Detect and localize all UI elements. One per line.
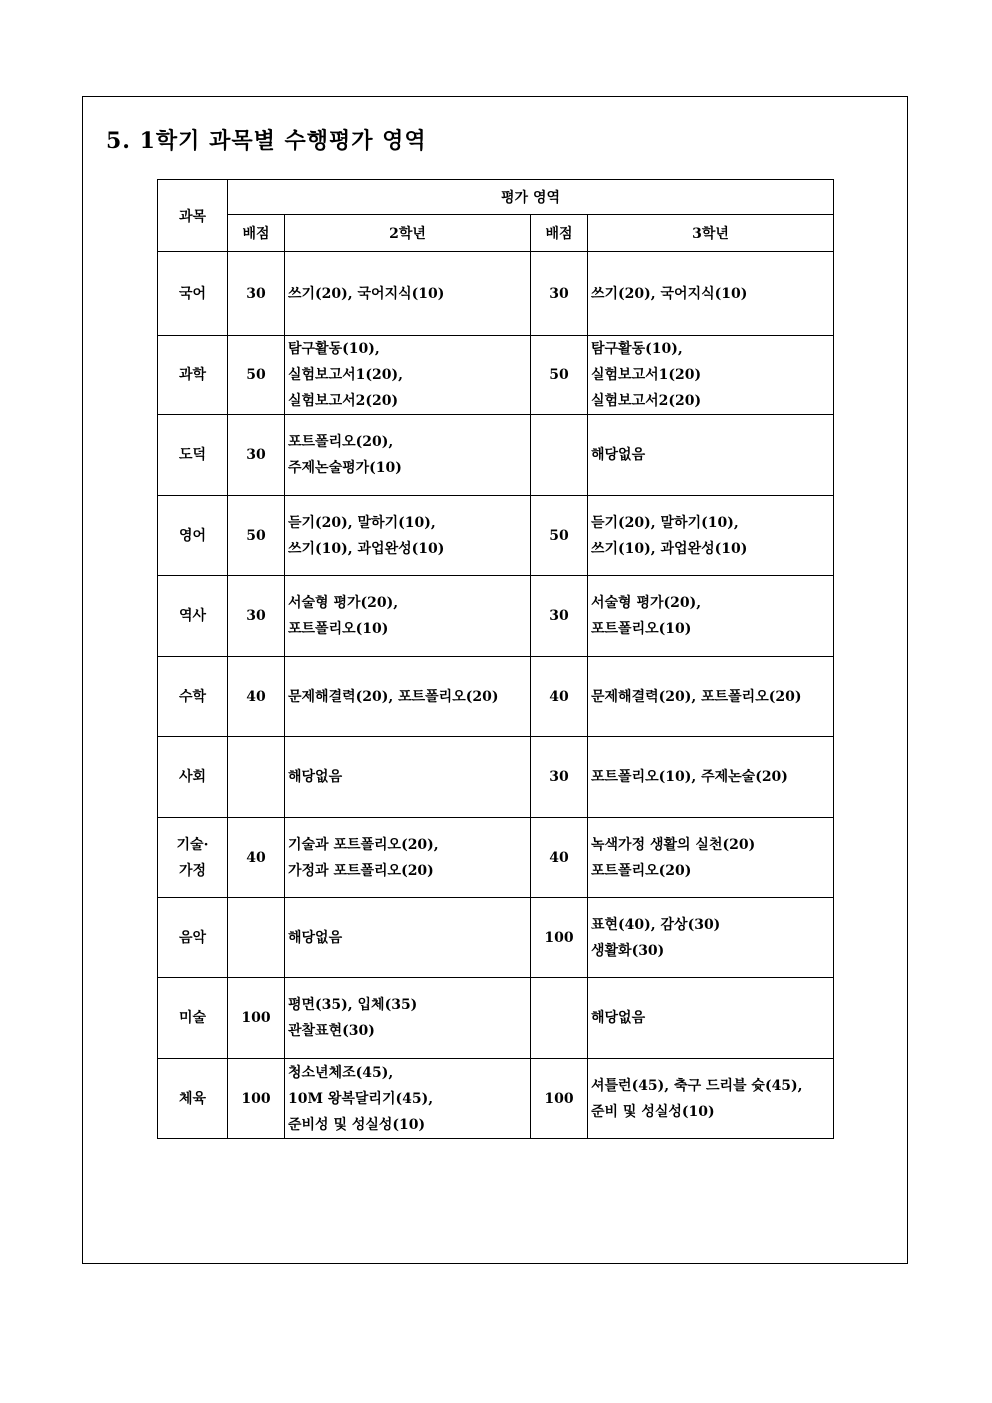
score-grade3-cell: 30 xyxy=(531,576,588,657)
grade2-item: 기술과 포트폴리오(20), xyxy=(288,836,439,853)
table-row xyxy=(158,818,834,898)
grade2-item: 평면(35), 입체(35) xyxy=(288,997,418,1013)
subject-name: 미술 xyxy=(178,1010,207,1026)
evaluation-table xyxy=(157,179,834,1139)
grade2-item: 실험보고서1(20), xyxy=(288,367,403,383)
grade3-item: 서술형 평가(20), xyxy=(591,595,702,611)
score-grade2-cell: 100 xyxy=(228,1059,285,1139)
score-grade3-cell xyxy=(531,415,588,496)
header-score-grade2: 배점 xyxy=(228,215,285,252)
subject-cell xyxy=(158,818,228,898)
grade2-description-cell xyxy=(285,657,531,737)
grade3-item: 문제해결력(20), 포트폴리오(20) xyxy=(591,688,802,705)
header-grade3: 3학년 xyxy=(588,215,834,252)
score-grade2-cell: 50 xyxy=(228,496,285,576)
grade2-item: 해당없음 xyxy=(288,929,343,946)
grade3-description-cell xyxy=(588,336,834,415)
grade2-item: 쓰기(10), 과업완성(10) xyxy=(288,540,445,557)
grade3-description-cell xyxy=(588,496,834,576)
score-grade3-cell: 50 xyxy=(531,336,588,415)
subject-name: 역사 xyxy=(178,608,207,624)
grade2-description-cell xyxy=(285,336,531,415)
score-grade2-cell xyxy=(228,737,285,818)
grade3-item: 포트폴리오(20) xyxy=(591,862,692,879)
table-row xyxy=(158,737,834,818)
score-grade2-cell: 100 xyxy=(228,978,285,1059)
table-row xyxy=(158,415,834,496)
grade3-description-cell xyxy=(588,818,834,898)
grade3-description-cell xyxy=(588,1059,834,1139)
score-grade3-cell: 40 xyxy=(531,657,588,737)
subject-name: 영어 xyxy=(178,527,207,544)
header-grade2: 2학년 xyxy=(285,215,531,252)
grade2-description-cell xyxy=(285,978,531,1059)
grade2-item: 해당없음 xyxy=(288,769,343,785)
subject-name: 체육 xyxy=(178,1090,207,1107)
grade2-description-cell xyxy=(285,818,531,898)
score-grade2-cell: 40 xyxy=(228,657,285,737)
grade2-item: 실험보고서2(20) xyxy=(288,393,399,409)
grade3-description-cell xyxy=(588,576,834,657)
grade3-description-cell xyxy=(588,737,834,818)
score-grade3-cell: 30 xyxy=(531,252,588,336)
subject-name: 도덕 xyxy=(178,447,207,463)
table-row xyxy=(158,1059,834,1139)
score-grade2-cell: 50 xyxy=(228,336,285,415)
subject-cell xyxy=(158,496,228,576)
subject-name: 기술· xyxy=(176,836,209,853)
table-body xyxy=(158,252,834,1139)
grade3-description-cell xyxy=(588,415,834,496)
subject-cell xyxy=(158,336,228,415)
score-grade2-cell: 40 xyxy=(228,818,285,898)
grade3-item: 해당없음 xyxy=(591,1010,646,1026)
score-grade3-cell xyxy=(531,978,588,1059)
grade3-description-cell xyxy=(588,657,834,737)
table-row xyxy=(158,576,834,657)
subject-cell xyxy=(158,252,228,336)
table-row xyxy=(158,978,834,1059)
subject-cell xyxy=(158,737,228,818)
grade2-item: 포트폴리오(10) xyxy=(288,621,389,637)
grade3-item: 듣기(20), 말하기(10), xyxy=(591,514,739,531)
grade2-item: 관찰표현(30) xyxy=(288,1023,375,1039)
table-row xyxy=(158,252,834,336)
grade2-item: 청소년체조(45), xyxy=(288,1064,394,1081)
header-subject: 과목 xyxy=(158,180,228,252)
grade3-item: 실험보고서2(20) xyxy=(591,393,702,409)
score-grade3-cell: 40 xyxy=(531,818,588,898)
grade2-description-cell xyxy=(285,898,531,978)
subject-cell xyxy=(158,576,228,657)
subject-name: 가정 xyxy=(178,862,207,879)
score-grade2-cell: 30 xyxy=(228,576,285,657)
grade3-description-cell xyxy=(588,978,834,1059)
grade3-item: 포트폴리오(10), 주제논술(20) xyxy=(591,769,788,785)
grade3-item: 쓰기(20), 국어지식(10) xyxy=(591,285,748,302)
header-score-grade3: 배점 xyxy=(531,215,588,252)
grade2-description-cell xyxy=(285,576,531,657)
grade3-item: 쓰기(10), 과업완성(10) xyxy=(591,540,748,557)
subject-name: 음악 xyxy=(178,929,207,946)
grade2-description-cell xyxy=(285,1059,531,1139)
table-row xyxy=(158,657,834,737)
grade2-item: 서술형 평가(20), xyxy=(288,595,399,611)
grade2-item: 주제논술평가(10) xyxy=(288,460,402,476)
grade3-item: 녹색가정 생활의 실천(20) xyxy=(591,836,756,853)
subject-name: 사회 xyxy=(178,769,207,785)
grade2-item: 10M 왕복달리기(45), xyxy=(288,1090,434,1107)
table-row xyxy=(158,336,834,415)
grade2-item: 듣기(20), 말하기(10), xyxy=(288,514,436,531)
grade2-item: 가정과 포트폴리오(20) xyxy=(288,862,434,879)
subject-cell xyxy=(158,978,228,1059)
score-grade2-cell: 30 xyxy=(228,252,285,336)
subject-cell xyxy=(158,657,228,737)
grade3-item: 표현(40), 감상(30) xyxy=(591,916,721,933)
grade3-item: 포트폴리오(10) xyxy=(591,621,692,637)
subject-cell xyxy=(158,898,228,978)
grade3-description-cell xyxy=(588,252,834,336)
grade3-item: 생활화(30) xyxy=(591,942,665,959)
grade3-item: 탐구활동(10), xyxy=(591,341,683,357)
grade2-item: 탐구활동(10), xyxy=(288,341,380,357)
grade3-item: 실험보고서1(20) xyxy=(591,367,702,383)
grade2-description-cell xyxy=(285,737,531,818)
grade2-item: 문제해결력(20), 포트폴리오(20) xyxy=(288,688,499,705)
grade2-item: 포트폴리오(20), xyxy=(288,434,394,450)
grade2-item: 쓰기(20), 국어지식(10) xyxy=(288,285,445,302)
section-title: 5. 1학기 과목별 수행평가 영역 xyxy=(106,128,427,154)
score-grade3-cell: 50 xyxy=(531,496,588,576)
subject-cell xyxy=(158,415,228,496)
grade3-item: 해당없음 xyxy=(591,447,646,463)
subject-cell xyxy=(158,1059,228,1139)
score-grade3-cell: 100 xyxy=(531,1059,588,1139)
grade2-description-cell xyxy=(285,415,531,496)
score-grade3-cell: 100 xyxy=(531,898,588,978)
score-grade2-cell xyxy=(228,898,285,978)
grade3-description-cell xyxy=(588,898,834,978)
header-eval-area: 평가 영역 xyxy=(228,180,834,215)
table-row xyxy=(158,898,834,978)
subject-name: 수학 xyxy=(178,688,207,705)
grade3-item: 셔틀런(45), 축구 드리블 슛(45), xyxy=(591,1077,803,1094)
grade2-item: 준비성 및 성실성(10) xyxy=(288,1116,426,1133)
score-grade2-cell: 30 xyxy=(228,415,285,496)
score-grade3-cell: 30 xyxy=(531,737,588,818)
subject-name: 국어 xyxy=(178,285,207,302)
table-row xyxy=(158,496,834,576)
grade3-item: 준비 및 성실성(10) xyxy=(591,1103,715,1120)
grade2-description-cell xyxy=(285,496,531,576)
subject-name: 과학 xyxy=(178,367,207,383)
grade2-description-cell xyxy=(285,252,531,336)
